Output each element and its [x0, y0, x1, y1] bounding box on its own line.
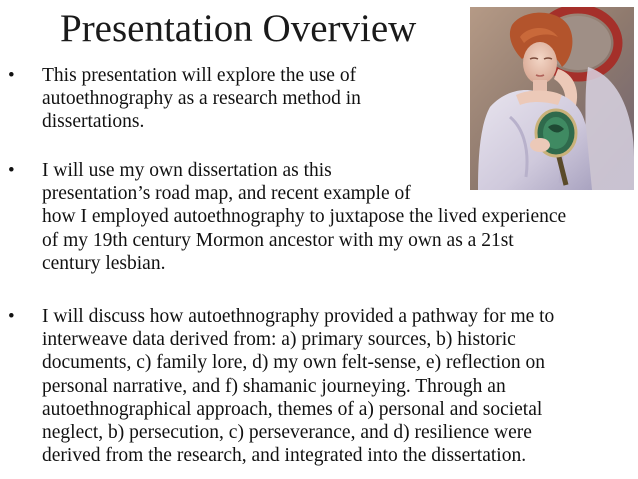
bullet-text — [42, 64, 361, 134]
bullet-line: how I employed autoethnography to juxtapose the lived experience — [42, 206, 567, 228]
bullet-text — [42, 305, 554, 467]
bullet-line: dissertations. — [42, 111, 145, 133]
bullet-line: derived from the research, and integrated into the dissertation. — [42, 445, 527, 467]
bullet-line: I will discuss how autoethnography provided a pathway for me to — [42, 306, 555, 327]
bullet-line: presentation’s road map, and recent example of — [42, 183, 411, 205]
bullet-line: interweave data derived from: a) primary sources, b) historic — [42, 329, 516, 351]
bullet-dot: • — [8, 160, 15, 181]
bullet-line: autoethnographical approach, themes of a) personal and societal — [42, 398, 543, 420]
bullet-dot: • — [8, 65, 15, 86]
bullet-line: documents, c) family lore, d) my own felt-sense, e) reflection on — [42, 352, 546, 374]
bullet-line: This presentation will explore the use of — [42, 65, 357, 86]
bullet-line: personal narrative, and f) shamanic journeying. Through an — [42, 375, 506, 397]
bullet-dot: • — [8, 306, 15, 327]
painting-image — [470, 7, 634, 190]
bullet-line: neglect, b) persecution, c) perseverance, and d) resilience were — [42, 422, 532, 444]
bullet-line: autoethnography as a research method in — [42, 88, 361, 110]
bullet-line: of my 19th century Mormon ancestor with my own as a 21st — [42, 229, 514, 251]
slide-title: Presentation Overview — [60, 7, 417, 50]
bullet-line: century lesbian. — [42, 252, 166, 274]
bullet-line: I will use my own dissertation as this — [42, 160, 332, 181]
